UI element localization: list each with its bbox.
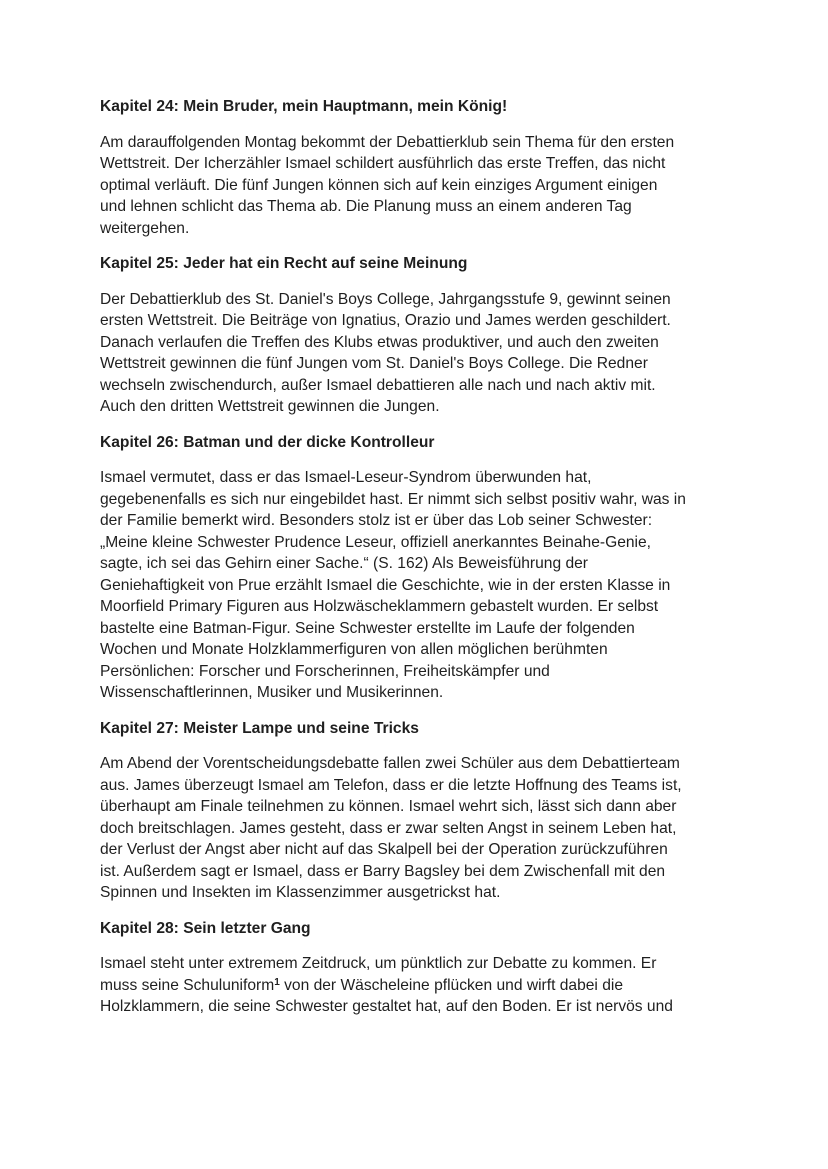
chapter-28-summary bbox=[100, 953, 740, 1018]
chapter-26-heading: Kapitel 26: Batman und der dicke Kontrolleur bbox=[100, 433, 435, 451]
chapter-27-summary: Am Abend der Vorentscheidungsdebatte fallen zwei Schüler aus dem Debattierteam aus. James überzeugt Ismael am Telefon, dass er die letzte Hoffnung des Teams ist, überhaupt am Finale teilnehmen zu können. Ismael wehrt sich, lässt sich dann aber doch breitschlagen. James gesteht, dass er zwar selten Angst in seinem Leben hat, der Verlust der Angst aber nicht auf das Skalpell bei der Operation zurückzuführen ist. Außerdem sagt er Ismael, dass er Barry Bagsley bei dem Zwischenfall mit den Spinnen und Insekten im Klassenzimmer ausgetrickst hat. bbox=[100, 755, 682, 901]
chapter-25-summary: Der Debattierklub des St. Daniel's Boys College, Jahrgangsstufe 9, gewinnt seinen ersten Wettstreit. Die Beiträge von Ignatius, Orazio und James werden geschildert. Danach verlaufen die Treffen des Klubs etwas produktiver, und auch den zweiten Wettstreit gewinnen die fünf Jungen vom St. Daniel's Boys College. Die Redner wechseln zwischendurch, außer Ismael debattieren alle nach und nach aktiv mit. Auch den dritten Wettstreit gewinnen die Jungen. bbox=[100, 290, 671, 415]
footnote-marker[interactable]: 1 bbox=[274, 976, 280, 988]
chapter-28-text-start: Ismael steht unter extremem Zeitdruck, um pünktlich zur Debatte zu kommen. Er muss seine Schuluniform bbox=[100, 955, 657, 994]
document-page bbox=[100, 96, 740, 1032]
chapter-24-summary: Am darauffolgenden Montag bekommt der Debattierklub sein Thema für den ersten Wettstreit. Der Icherzähler Ismael schildert ausführlich das erste Treffen, das nicht optimal verläuft. Die fünf Jungen können sich auf kein einziges Argument einigen und lehnen schlicht das Thema ab. Die Planung muss an einem anderen Tag weitergehen. bbox=[100, 133, 675, 237]
chapter-27-heading: Kapitel 27: Meister Lampe und seine Tricks bbox=[100, 719, 419, 737]
chapter-28-text-end: von der Wäscheleine pflücken und wirft dabei die Holzklammern, die seine Schwester gestaltet hat, auf den Boden. Er ist nervös und bbox=[100, 976, 673, 1015]
chapter-24-heading: Kapitel 24: Mein Bruder, mein Hauptmann, mein König! bbox=[100, 98, 508, 115]
chapter-25-heading: Kapitel 25: Jeder hat ein Recht auf seine Meinung bbox=[100, 255, 468, 272]
chapter-26-summary: Ismael vermutet, dass er das Ismael-Leseur-Syndrom überwunden hat, gegebenenfalls es sich nur eingebildet hast. Er nimmt sich selbst positiv wahr, was in der Familie bemerkt wird. Besonders stolz ist er über das Lob seiner Schwester: „Meine kleine Schwester Prudence Leseur, offiziell anerkanntes Beinahe-Genie, sagte, ich sei das Gehirn einer Sache.“ (S. 162) Als Beweisführung der Geniehaftigkeit von Prue erzählt Ismael die Geschichte, wie in der ersten Klasse in Moorfield Primary Figuren aus Holzwäscheklammern gebastelt wurden. Er selbst bastelte eine Batman-Figur. Seine Schwester erstellte im Laufe der folgenden Wochen und Monate Holzklammerfiguren von allen möglichen berühmten Persönlichen: Forscher und Forscherinnen, Freiheitskämpfer und Wissenschaftlerinnen, Musiker und Musikerinnen. bbox=[100, 469, 686, 701]
chapter-28-heading: Kapitel 28: Sein letzter Gang bbox=[100, 919, 311, 937]
